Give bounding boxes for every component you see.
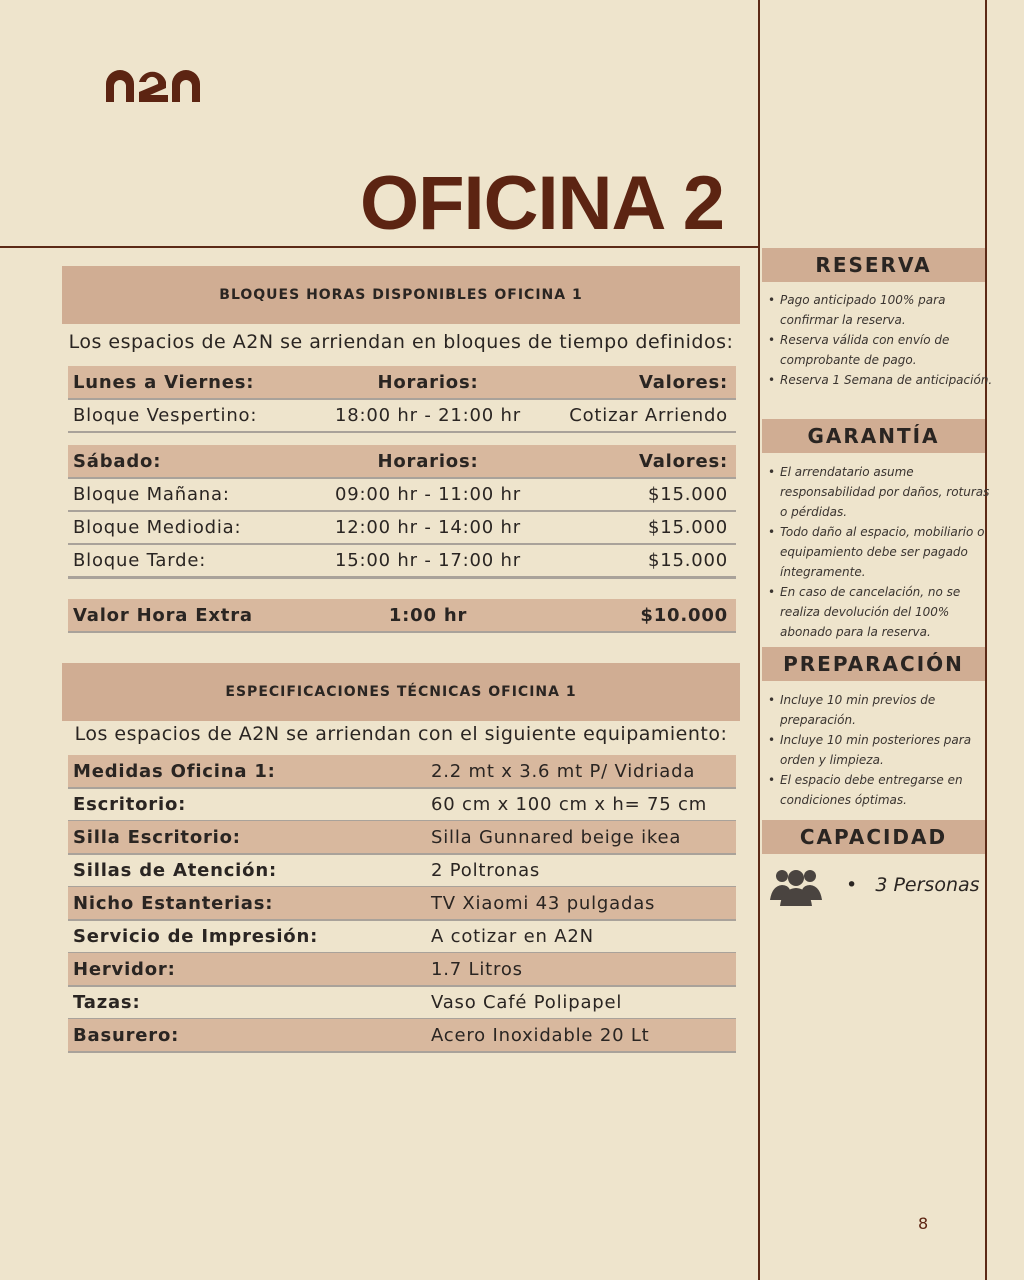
schedule-label: Horarios: — [377, 450, 479, 472]
reserva-list — [766, 290, 998, 390]
list-item: • El espacio debe entregarse en condiciones óptimas. — [780, 770, 998, 810]
divider-left — [758, 0, 760, 1280]
spec-key: Medidas Oficina 1: — [73, 760, 276, 782]
list-item: • Incluye 10 min posteriores para orden y limpieza. — [780, 730, 998, 770]
block-name: Bloque Mediodia: — [73, 516, 242, 538]
block-price: Cotizar Arriendo — [569, 404, 728, 426]
page-number: 8 — [918, 1214, 929, 1233]
block-time: 12:00 hr - 14:00 hr — [335, 516, 521, 538]
block-name: Bloque Vespertino: — [73, 404, 258, 426]
schedule-label: Horarios: — [377, 371, 479, 393]
block-price: $15.000 — [647, 516, 728, 538]
block-time: 18:00 hr - 21:00 hr — [335, 404, 521, 426]
block-name: Bloque Tarde: — [73, 549, 207, 571]
spec-value: TV Xiaomi 43 pulgadas — [431, 892, 656, 914]
list-item: • Incluye 10 min previos de preparación. — [780, 690, 998, 730]
a2n-logo — [106, 70, 206, 102]
spec-value: 2 Poltronas — [431, 859, 541, 881]
garantia-list — [766, 462, 998, 642]
weekday-header-row — [68, 366, 736, 400]
spec-row — [68, 788, 736, 822]
spec-row — [68, 821, 736, 855]
block-time: 09:00 hr - 11:00 hr — [335, 483, 521, 505]
spec-row — [68, 854, 736, 888]
hours-intro: Los espacios de A2N se arriendan en bloques de tiempo definidos: — [68, 331, 734, 353]
table-row — [68, 511, 736, 545]
extra-hour-row — [68, 599, 736, 633]
spec-value: 1.7 Litros — [431, 958, 523, 980]
block-time: 15:00 hr - 17:00 hr — [335, 549, 521, 571]
group-icon — [770, 866, 822, 908]
spec-row — [68, 920, 736, 954]
saturday-label: Sábado: — [73, 450, 162, 472]
block-name: Bloque Mañana: — [73, 483, 230, 505]
spec-row — [68, 1019, 736, 1053]
capacity-value: 3 Personas — [875, 874, 980, 896]
hours-section-header: BLOQUES HORAS DISPONIBLES OFICINA 1 — [62, 266, 740, 324]
spec-key: Sillas de Atención: — [73, 859, 277, 881]
specs-section-header: ESPECIFICACIONES TÉCNICAS OFICINA 1 — [62, 663, 740, 721]
preparacion-title: PREPARACIÓN — [762, 647, 985, 681]
block-price: $15.000 — [647, 483, 728, 505]
list-item: • El arrendatario asume responsabilidad por daños, roturas o pérdidas. — [780, 462, 998, 522]
list-item: • Reserva válida con envío de comprobante de pago. — [780, 330, 998, 370]
spec-row — [68, 887, 736, 921]
garantia-title: GARANTÍA — [762, 419, 985, 453]
spec-value: Silla Gunnared beige ikea — [431, 826, 682, 848]
values-label: Valores: — [638, 371, 728, 393]
list-item: • Reserva 1 Semana de anticipación. — [780, 370, 998, 390]
spec-row — [68, 953, 736, 987]
spec-key: Silla Escritorio: — [73, 826, 241, 848]
block-price: $15.000 — [647, 549, 728, 571]
list-item: • Pago anticipado 100% para confirmar la reserva. — [780, 290, 998, 330]
spec-key: Basurero: — [73, 1024, 180, 1046]
specs-intro: Los espacios de A2N se arriendan con el siguiente equipamiento: — [74, 723, 728, 745]
reserva-title: RESERVA — [762, 248, 985, 282]
list-item: • Todo daño al espacio, mobiliario o equipamiento debe ser pagado íntegramente. — [780, 522, 998, 582]
spec-key: Hervidor: — [73, 958, 176, 980]
extra-price: $10.000 — [640, 604, 728, 626]
spec-value: Acero Inoxidable 20 Lt — [431, 1024, 650, 1046]
spec-value: 2.2 mt x 3.6 mt P/ Vidriada — [431, 760, 696, 782]
divider — [68, 577, 736, 579]
spec-value: A cotizar en A2N — [431, 925, 594, 947]
table-row — [68, 399, 736, 433]
preparacion-list — [766, 690, 998, 810]
bullet: • — [846, 874, 876, 896]
spec-value: Vaso Café Polipapel — [431, 991, 623, 1013]
capacidad-title: CAPACIDAD — [762, 820, 985, 854]
table-row — [68, 544, 736, 578]
extra-label: Valor Hora Extra — [73, 604, 253, 626]
spec-value: 60 cm x 100 cm x h= 75 cm — [431, 793, 708, 815]
spec-key: Servicio de Impresión: — [73, 925, 319, 947]
weekday-label: Lunes a Viernes: — [73, 371, 255, 393]
page-title: OFICINA 2 — [360, 161, 724, 246]
list-item: • En caso de cancelación, no se realiza devolución del 100% abonado para la reserva. — [780, 582, 998, 642]
spec-key: Nicho Estanterias: — [73, 892, 274, 914]
extra-time: 1:00 hr — [388, 604, 468, 626]
spec-row — [68, 986, 736, 1020]
capacity-row — [846, 874, 980, 896]
saturday-header-row — [68, 445, 736, 479]
table-row — [68, 478, 736, 512]
title-underline — [0, 246, 760, 248]
values-label: Valores: — [638, 450, 728, 472]
spec-row — [68, 755, 736, 789]
spec-key: Escritorio: — [73, 793, 187, 815]
spec-key: Tazas: — [73, 991, 141, 1013]
